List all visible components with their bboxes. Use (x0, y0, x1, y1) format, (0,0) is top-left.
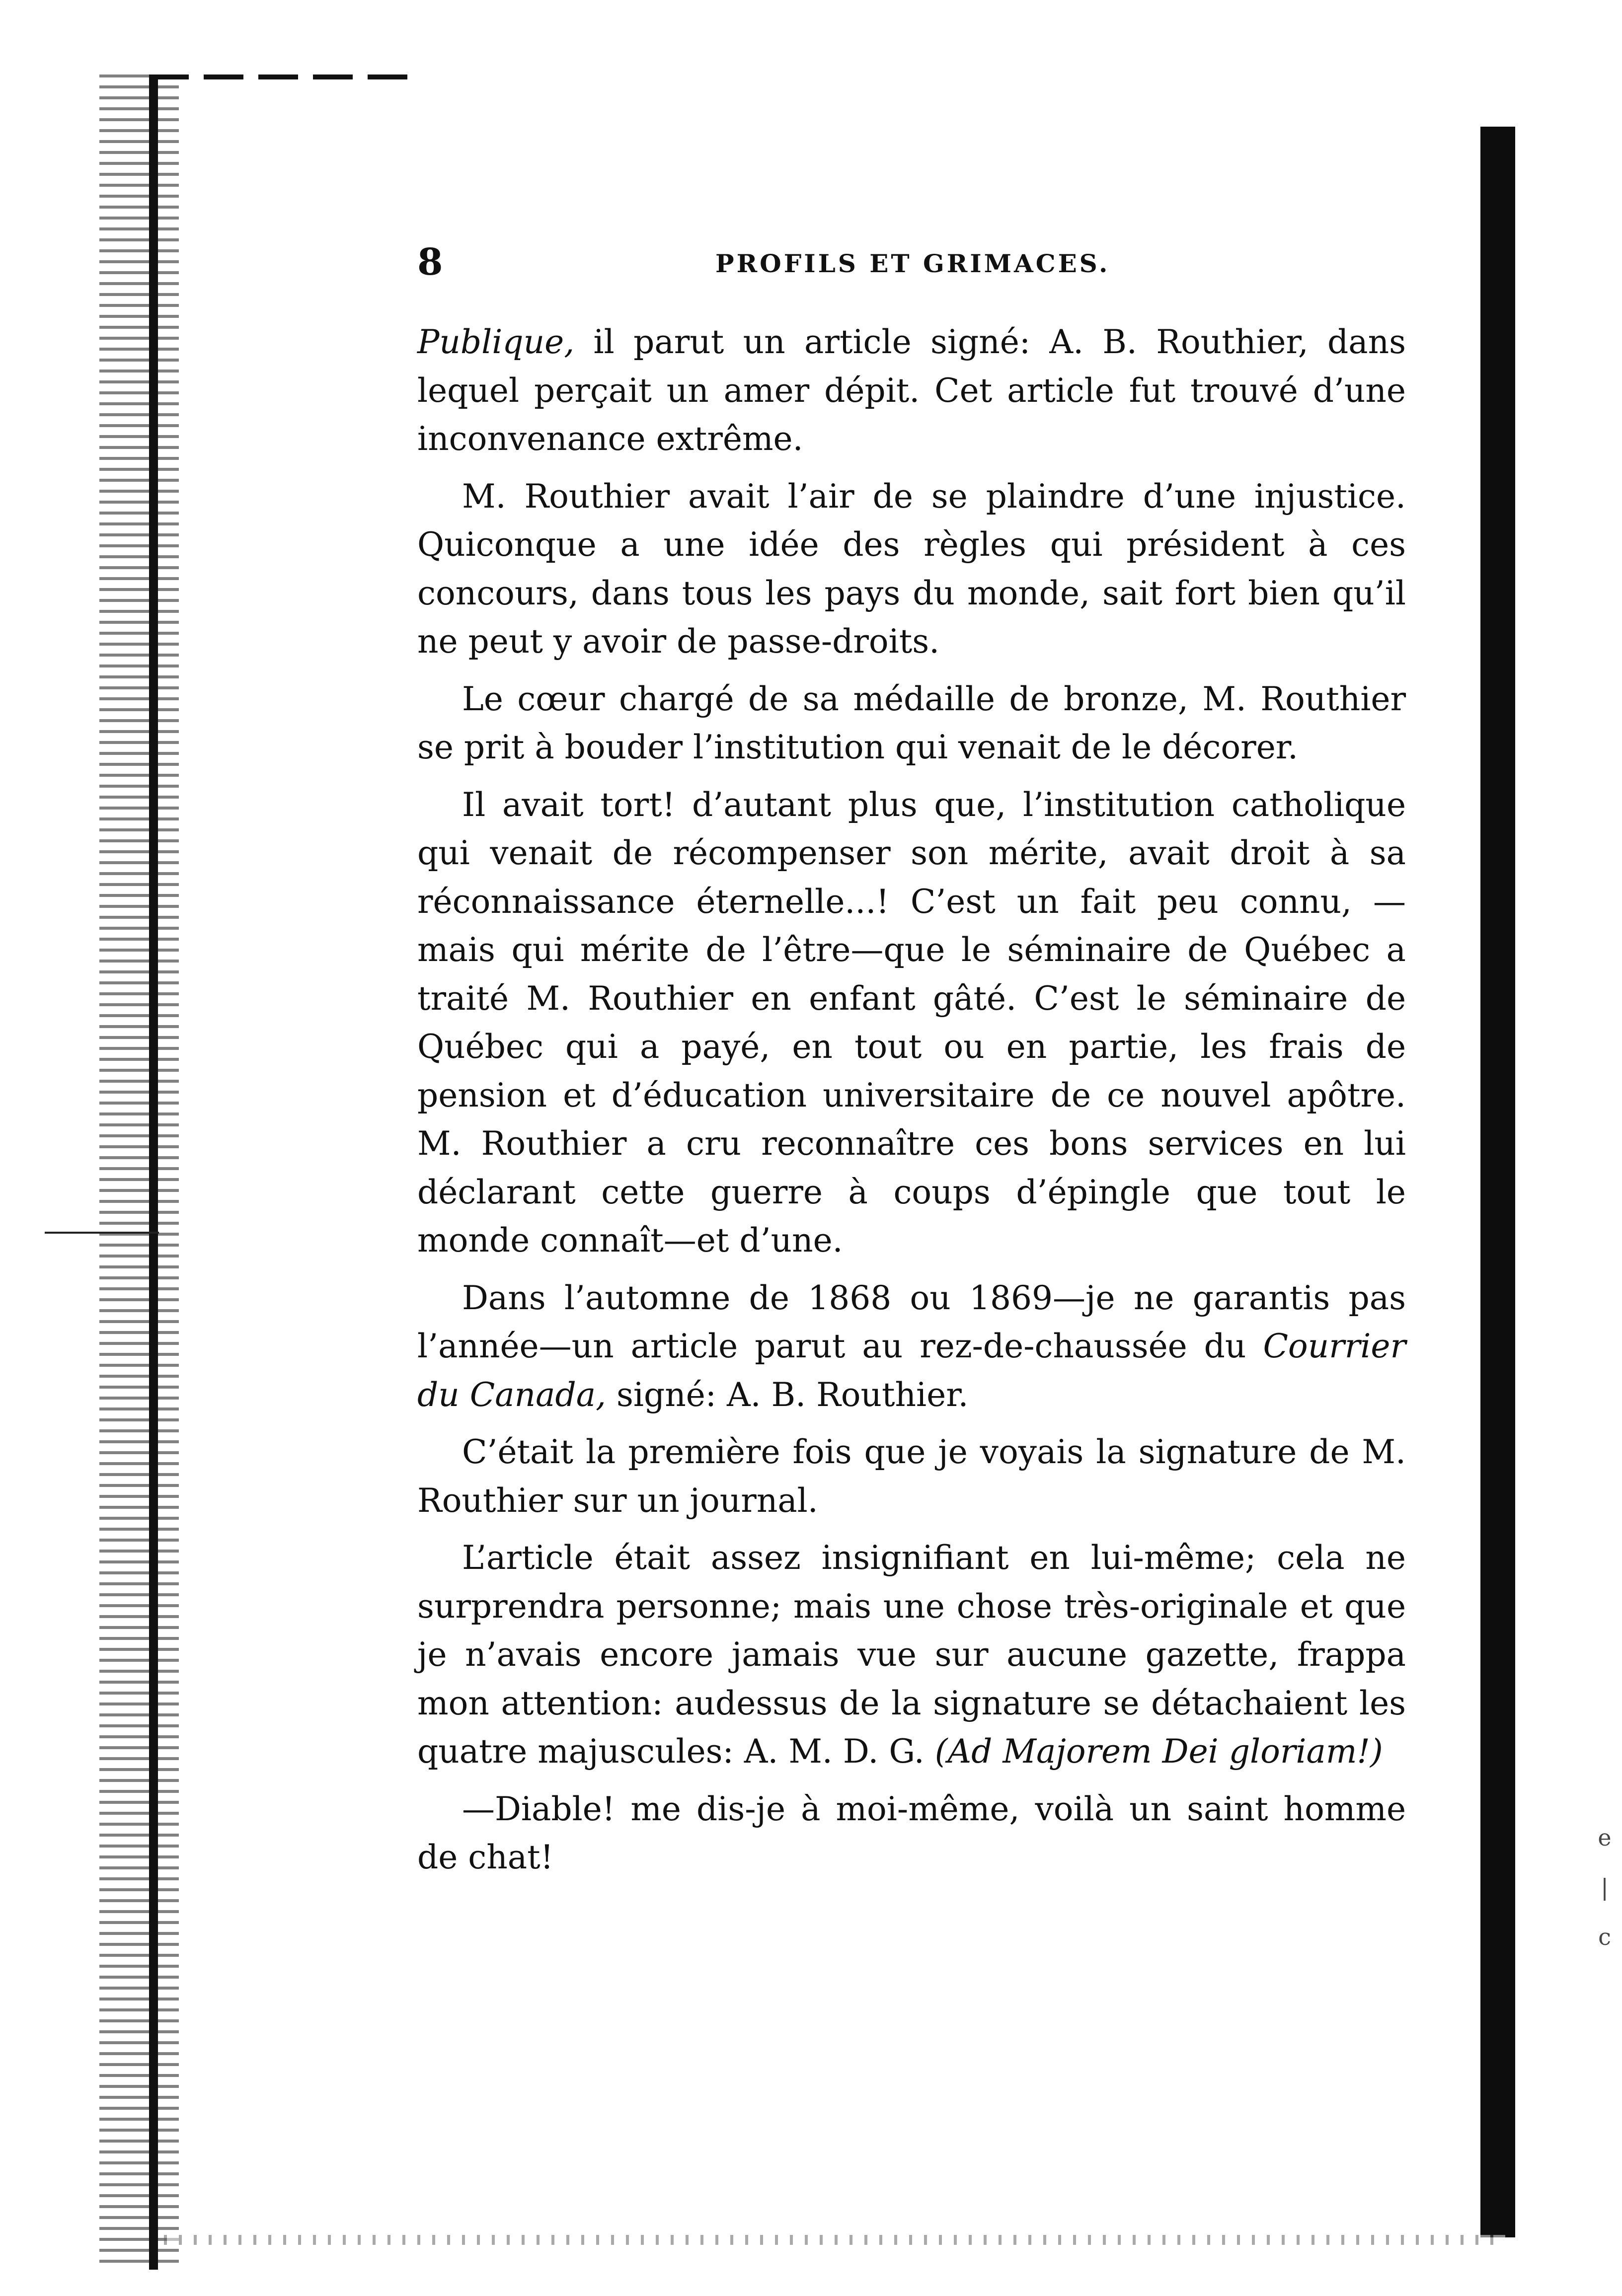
italic-text: Courrier du Canada, (417, 1327, 1406, 1414)
paragraph-text: —Diable! me dis-je à moi-même, voilà un saint homme de chat! (417, 1789, 1406, 1876)
paragraph (417, 318, 1406, 463)
page-number: 8 (417, 241, 443, 284)
paragraph-text: C’était la première fois que je voyais la signature de M. Routhier sur un journal. (417, 1433, 1406, 1520)
italic-text: (Ad Majorem Dei gloriam!) (934, 1732, 1383, 1771)
paragraph (417, 1274, 1406, 1419)
running-head (417, 241, 1401, 291)
running-title: PROFILS ET GRIMACES. (715, 249, 1110, 278)
paragraph (417, 781, 1406, 1265)
paragraph-text: L’article était assez insignifiant en lui-même; cela ne surprendra personne; mais une chose très-originale et que je n’avais encore jamais vue sur aucune gazette, frappa mon attention: audessus de la signature se détachaient les quatre majuscules: A. M. D. G. (417, 1539, 1406, 1771)
paragraph-text: Dans l’automne de 1868 ou 1869—je ne garantis pas l’année—un article parut au rez-de-chaussée du (417, 1278, 1406, 1365)
paragraph-text: Il avait tort! d’autant plus que, l’institution catholique qui venait de récompenser son mérite, avait droit à sa réconnaissance éternelle...! C’est un fait peu connu, —mais qui mérite de l’être—que le séminaire de Québec a traité M. Routhier en enfant gâté. C’est le séminaire de Québec qui a payé, en tout ou en partie, les frais de pension et d’éducation universitaire de ce nouvel apôtre. M. Routhier a cru reconnaître ces bons services en lui déclarant cette guerre à coups d’épingle que tout le monde connaît—et d’une. (417, 785, 1406, 1259)
binding-edge (149, 74, 158, 2270)
paragraph-text: M. Routhier avait l’air de se plaindre d’une injustice. Quiconque a une idée des règles qui président à ces concours, dans tous les pays du monde, sait fort bien qu’il ne peut y avoir de passe-droits. (417, 477, 1406, 661)
paragraph (417, 675, 1406, 772)
facing-page-letters: e | c (1598, 1824, 1612, 1950)
paragraph (417, 1428, 1406, 1525)
paragraph (417, 472, 1406, 666)
paragraph-text: signé: A. B. Routhier. (606, 1375, 969, 1414)
paragraph (417, 1534, 1406, 1776)
body-text (417, 318, 1406, 1882)
paragraph (417, 1785, 1406, 1882)
top-edge-marks (149, 74, 407, 79)
bottom-edge-marks (164, 2235, 1505, 2245)
paragraph-text: Le cœur chargé de sa médaille de bronze, M. Routhier se prit à bouder l’institution qui venait de le décorer. (417, 679, 1406, 766)
right-page-edge (1480, 127, 1515, 2237)
margin-tick (45, 1232, 159, 1234)
paragraph-text: il parut un article signé: A. B. Routhier, dans lequel perçait un amer dépit. Cet article fut trouvé d’une inconvenance extrême. (417, 323, 1406, 458)
italic-text: Publique, (417, 323, 575, 361)
binding-shadow (99, 74, 179, 2270)
